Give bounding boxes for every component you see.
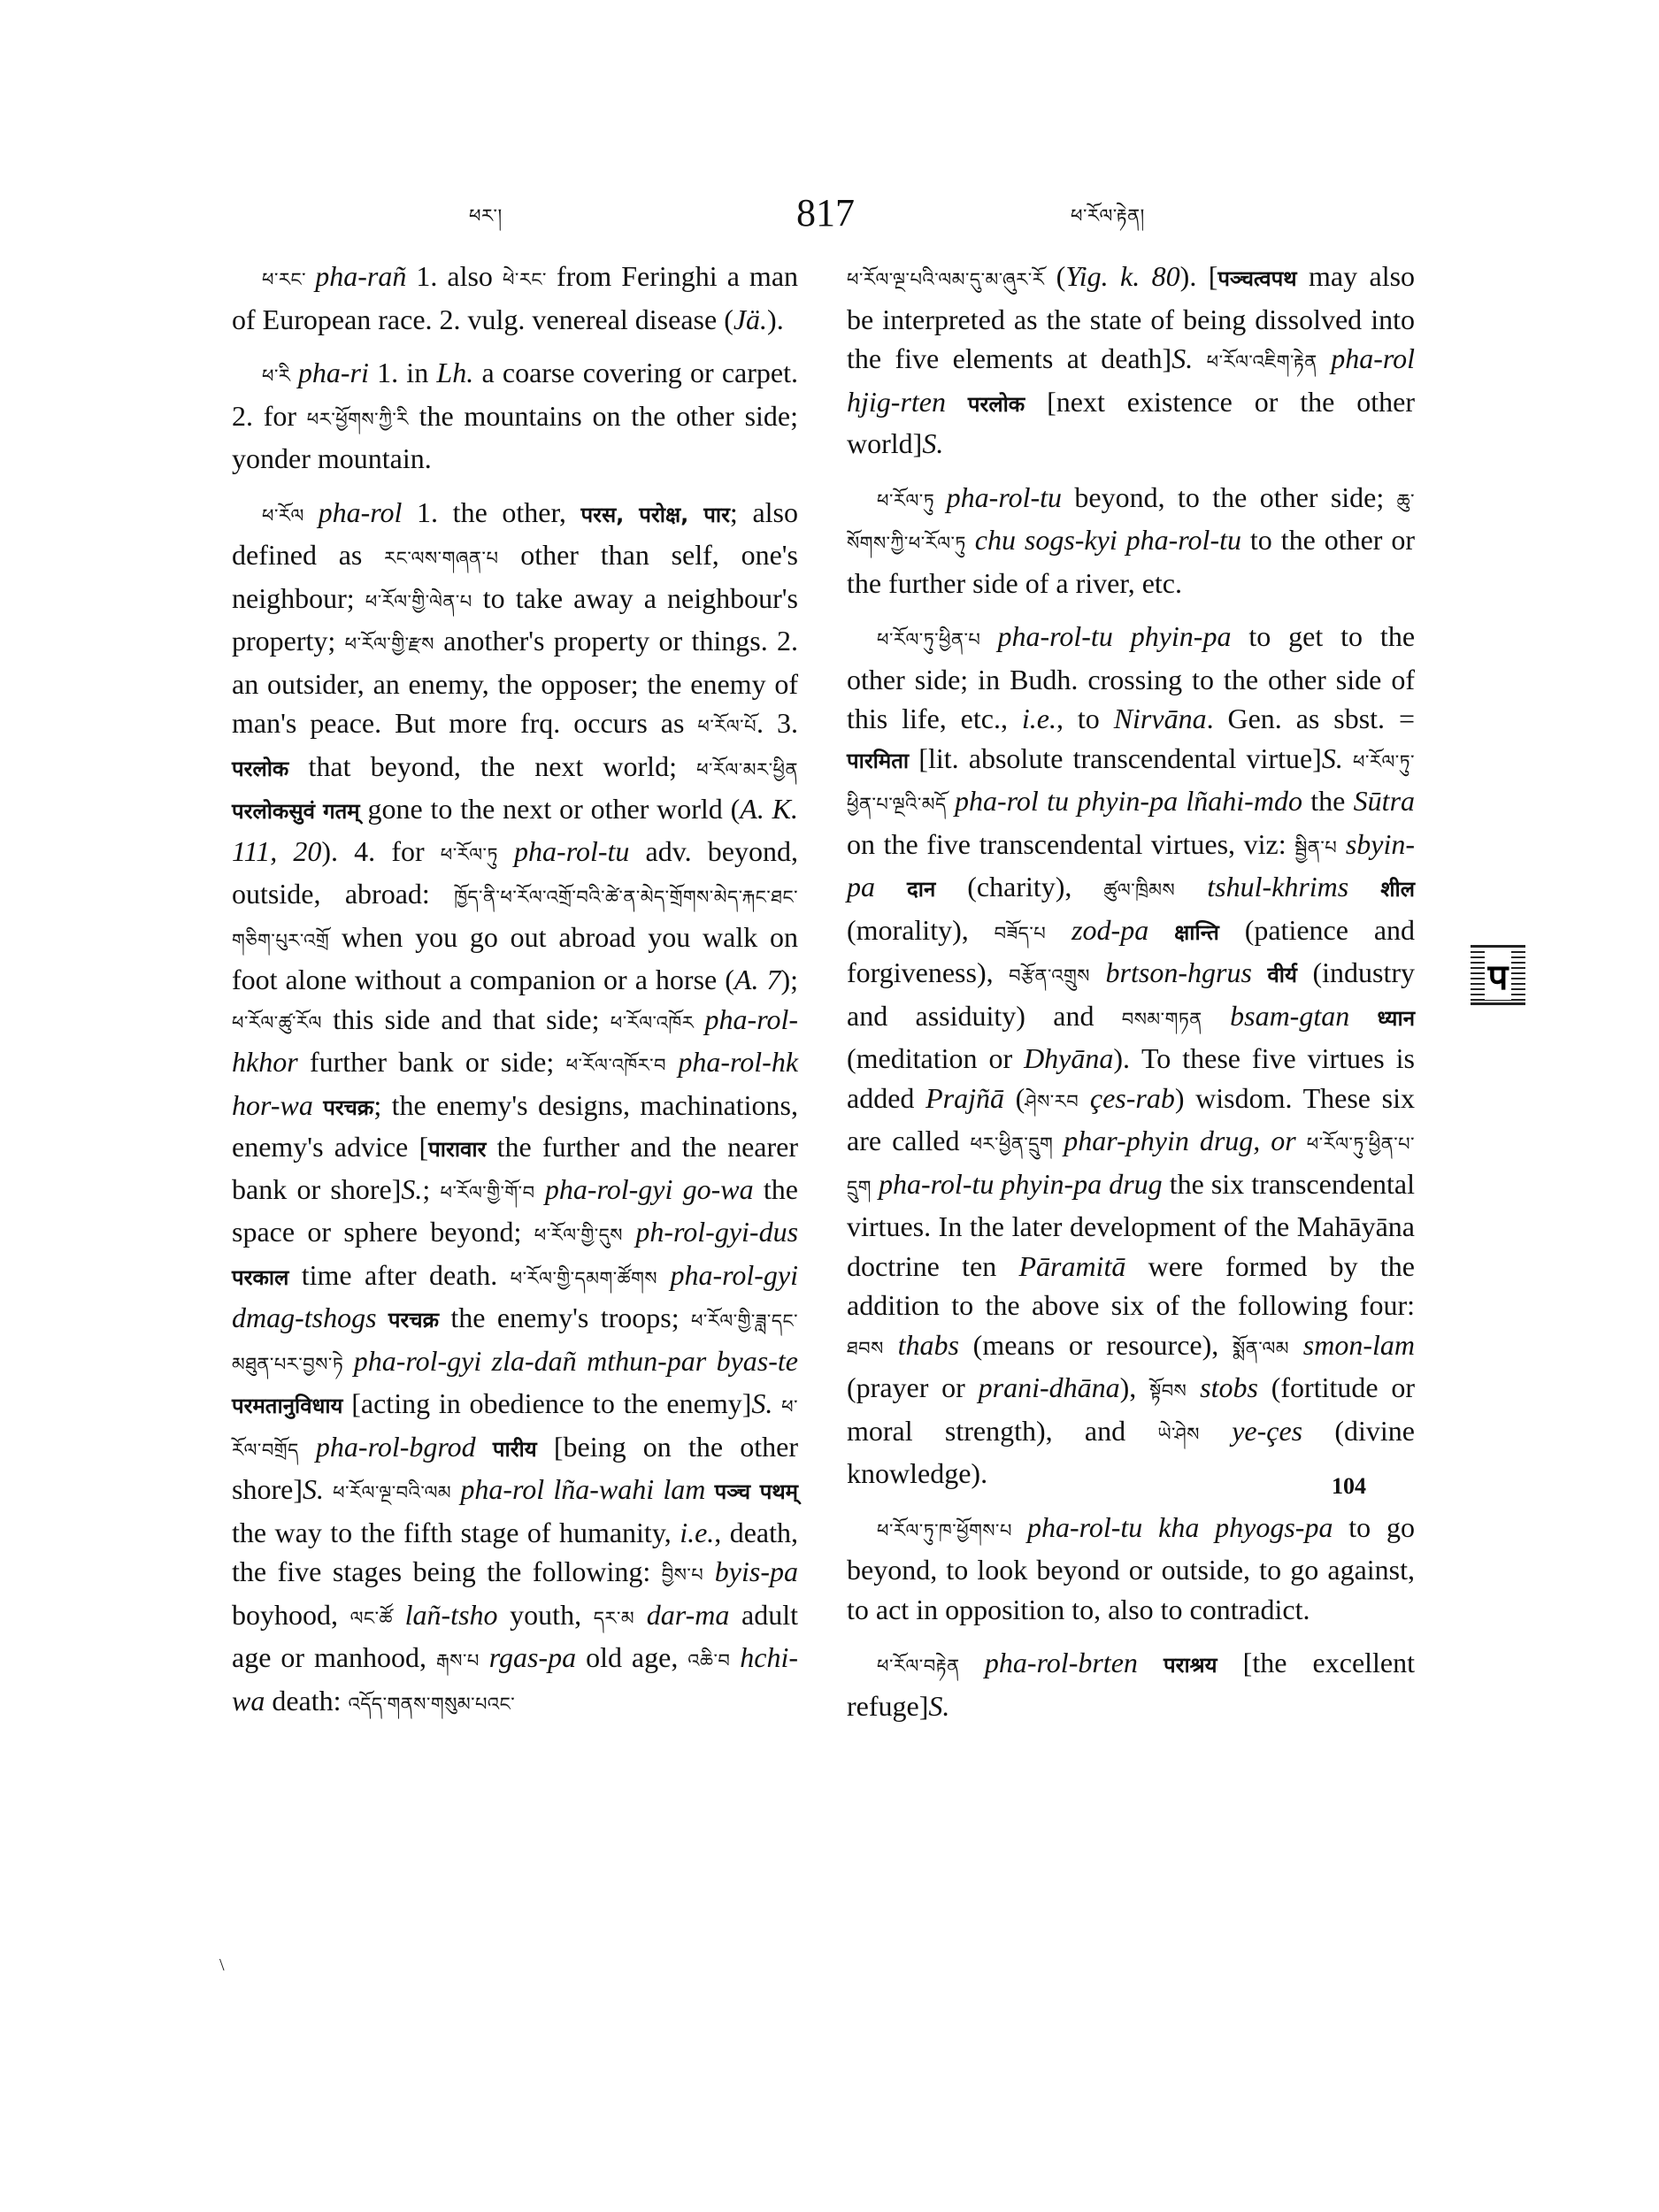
entry-text: a coarse covering or carpet. 2. for xyxy=(232,357,799,432)
entry-text xyxy=(1175,871,1207,902)
entry-text xyxy=(1349,1000,1377,1032)
dictionary-entry xyxy=(232,257,798,339)
entry-text: beyond, to the other side; xyxy=(1062,480,1397,513)
transliteration: Sūtra xyxy=(1353,785,1416,817)
entry-text: ) wisdom. These six are called xyxy=(847,1081,1416,1156)
entry-text xyxy=(703,1555,715,1587)
dictionary-entry xyxy=(847,478,1415,603)
entry-text xyxy=(884,1329,898,1361)
sanskrit-text: पञ्चत्वपथ xyxy=(1217,266,1297,291)
tibetan-text: ཕ་རོལ་གྱི་དུས xyxy=(534,1225,623,1246)
entry-text: (divine knowledge). xyxy=(847,1414,1416,1489)
transliteration: Nirvāna xyxy=(1113,703,1207,734)
sanskrit-text: परमतानुविधाय xyxy=(232,1394,343,1418)
entry-text xyxy=(535,1173,545,1205)
transliteration: pha-rol-gyi zla-dañ mthun-par byas-te xyxy=(353,1344,799,1377)
entry-text xyxy=(623,1216,635,1248)
entry-text xyxy=(694,1003,704,1035)
sanskrit-text: क्षान्ति xyxy=(1174,919,1219,945)
dictionary-entry xyxy=(847,1643,1415,1725)
transliteration: S. xyxy=(1171,342,1194,374)
entry-text: to get to the other side; in Budh. crossing to the other side of this life, etc., xyxy=(847,620,1416,734)
entry-text xyxy=(730,1641,740,1673)
entry-text xyxy=(1187,1371,1200,1403)
entry-text xyxy=(480,1641,489,1673)
transliteration: Prajñā xyxy=(926,1081,1004,1114)
entry-text xyxy=(476,1431,493,1463)
entry-text: , death, the five stages being the following: xyxy=(232,1516,799,1587)
entry-text: [next existence or the other world] xyxy=(847,385,1415,459)
sanskrit-text: परलोकसुवं गतम् xyxy=(232,799,360,824)
tibetan-text: ཕ་རོལ་འཇིག་རྟེན xyxy=(1206,351,1317,373)
sanskrit-text: परलोक xyxy=(232,756,289,781)
entry-text: (prayer or xyxy=(847,1371,979,1403)
entry-text xyxy=(634,1599,647,1631)
entry-text xyxy=(666,1046,678,1078)
entry-text: to the other or the further side of a river, etc. xyxy=(847,524,1416,599)
transliteration: Jä. xyxy=(733,303,768,335)
transliteration: ph-rol-gyi-dus xyxy=(635,1216,799,1248)
tibetan-text: ཕ་རོལ་ལྔ་བའི་ལམ xyxy=(333,1482,452,1503)
transliteration: pha-rol-hkhor xyxy=(232,1002,799,1078)
sanskrit-text: वीर्य xyxy=(1267,963,1297,987)
transliteration: S. xyxy=(1321,741,1343,774)
entry-text xyxy=(1252,956,1268,988)
transliteration: pha-rol-tu xyxy=(514,834,630,867)
entry-text: [the excellent refuge] xyxy=(847,1647,1416,1722)
entry-text: the enemy's troops; xyxy=(439,1302,691,1333)
sanskrit-text: परचक्र xyxy=(323,1094,374,1120)
entry-text: the six transcendental virtues. In the later development of the Mahāyāna doctrine ten xyxy=(847,1167,1416,1282)
entry-text xyxy=(1317,342,1331,374)
entry-text xyxy=(313,1089,323,1121)
transliteration: S. xyxy=(302,1473,324,1505)
entry-text: 1. also xyxy=(406,260,503,292)
entry-text: . Gen. as sbst. = xyxy=(1206,703,1416,734)
entry-text: were formed by the addition to the above six of the following four: xyxy=(847,1249,1415,1321)
thumb-index-letter: प xyxy=(1485,951,1512,1000)
sanskrit-text: पराश्रय xyxy=(1164,1653,1217,1678)
entry-text xyxy=(377,1302,388,1333)
transliteration: ye-çes xyxy=(1232,1414,1303,1447)
transliteration: sbyin-pa xyxy=(847,827,1416,902)
entry-text: ). To these five virtues is added xyxy=(847,1042,1416,1114)
header-right-word: ཕ་རོལ་རྟེན། xyxy=(1071,205,1145,227)
tibetan-text: ལང་ཚོ xyxy=(349,1607,393,1629)
transliteration: bsam-gtan xyxy=(1230,999,1350,1032)
tibetan-text: ཤེས་རབ xyxy=(1025,1090,1079,1112)
tibetan-text: ཕ་རོལ་ཏུ xyxy=(440,843,498,865)
transliteration: pha-rol-brten xyxy=(984,1647,1138,1678)
transliteration: A. 7 xyxy=(733,964,781,995)
tibetan-text: ཕ་རི xyxy=(262,365,298,387)
transliteration: Dhyāna xyxy=(1024,1042,1114,1074)
entry-text: ). 4. for xyxy=(321,834,441,867)
tibetan-text: ཕེ་རང་ xyxy=(502,269,547,290)
dictionary-entry xyxy=(232,353,798,479)
tibetan-text: ཕར་ཕྱིན་དྲུག xyxy=(970,1133,1054,1155)
tibetan-text: ཕ་རང་ xyxy=(262,269,316,290)
transliteration: rgas-pa xyxy=(488,1641,577,1673)
tibetan-text: དར་མ xyxy=(593,1607,635,1629)
entry-text: the way to the fifth stage of humanity, xyxy=(232,1516,680,1548)
entry-text xyxy=(343,1345,353,1377)
tibetan-text: ཕ་རོལ xyxy=(262,504,319,526)
tibetan-text: འཆི་བ xyxy=(687,1650,731,1671)
tibetan-text: ཕ་རོལ་གྱི་ཟླ་དང་མཐུན་པར་བྱས་ཏེ xyxy=(232,1310,799,1375)
tibetan-text: བརྩོན་འགྲུས xyxy=(1009,965,1090,987)
transliteration: pha-rol-gyi go-wa xyxy=(544,1172,754,1205)
entry-text: (meditation or xyxy=(847,1042,1025,1074)
entry-text: adult age or manhood, xyxy=(232,1598,798,1673)
signature-number: 104 xyxy=(1332,1473,1366,1499)
right-column xyxy=(847,257,1415,1740)
tibetan-text: ཕ་རོལ་ཏུ་ཕྱིན་པ་དྲུག xyxy=(847,1133,1416,1198)
sanskrit-text: परलोक xyxy=(967,391,1025,417)
entry-text: [being on the other shore] xyxy=(232,1430,798,1505)
entry-text: 1. in xyxy=(368,357,437,388)
tibetan-text: ཕ་རོལ་ཏུ xyxy=(877,489,947,511)
entry-text xyxy=(1348,871,1380,902)
transliteration: pha-rol xyxy=(318,495,403,528)
entry-text: that beyond, the next world; xyxy=(288,749,697,782)
tibetan-text: ཕ་རོལ་གྱི་དམག་ཚོགས xyxy=(510,1267,658,1289)
entry-text: , to xyxy=(1056,703,1114,734)
entry-text: ), xyxy=(1119,1371,1150,1403)
tibetan-text: འདོད་གནས་གསུམ་པའང་ xyxy=(348,1693,516,1715)
entry-text: (industry and assiduity) and xyxy=(847,956,1416,1032)
tibetan-text: སྦྱིན་པ xyxy=(1294,836,1338,858)
tibetan-text: བཟོད་པ xyxy=(994,922,1047,944)
dictionary-entry xyxy=(847,257,1415,464)
transliteration: Lh. xyxy=(436,357,474,388)
entry-text: the space or sphere beyond; xyxy=(232,1172,799,1248)
sanskrit-text: पारमिता xyxy=(847,748,910,773)
sanskrit-text: शील xyxy=(1380,877,1416,902)
transliteration: A. K. 111, 20 xyxy=(232,793,799,867)
entry-text: to go beyond, to look beyond or outside, to go against, to act in opposition to, also to contradict. xyxy=(847,1510,1416,1625)
tibetan-text: ཕར་ཕྱོགས་ཀྱི་རི xyxy=(306,408,409,430)
entry-text: ( xyxy=(1044,260,1066,292)
dictionary-entry xyxy=(847,1508,1415,1630)
tibetan-text: ཕ་རོལ་ཚུ་རོལ xyxy=(232,1011,322,1033)
header-left-word: ཕར་། xyxy=(469,205,503,227)
transliteration: pha-rol-tu xyxy=(946,480,1063,513)
transliteration: prani-dhāna xyxy=(978,1371,1120,1403)
entry-text: . 3. xyxy=(757,707,798,739)
entry-text xyxy=(772,1387,781,1419)
transliteration: pha-rol-tu kha phyogs-pa xyxy=(1026,1510,1333,1543)
transliteration: thabs xyxy=(897,1328,959,1361)
tibetan-text: ཕ་རོལ་ཏུ་ཕྱིན་པ་ལྔའི་མདོ xyxy=(847,750,1416,815)
entry-text: (charity), xyxy=(935,871,1104,902)
transliteration: pha-rol-bgrod xyxy=(315,1430,476,1463)
transliteration: Pāramitā xyxy=(1018,1249,1126,1282)
tibetan-text: རྒས་པ xyxy=(435,1650,480,1671)
entry-text xyxy=(1296,1125,1307,1156)
sanskrit-text: ध्यान xyxy=(1377,1005,1416,1031)
entry-text: (fortitude or moral strength), and xyxy=(847,1371,1416,1447)
tibetan-text: ཕ་རོལ་མར་ཕྱིན xyxy=(696,758,798,780)
transliteration: stobs xyxy=(1200,1371,1258,1403)
sanskrit-text: पारावार xyxy=(428,1137,487,1162)
entry-text xyxy=(1337,828,1346,860)
transliteration: Yig. k. 80 xyxy=(1065,260,1180,292)
transliteration: i.e. xyxy=(1021,703,1056,734)
entry-text: ; xyxy=(422,1172,441,1205)
tibetan-text: ཚུལ་ཁྲིམས xyxy=(1103,879,1176,901)
entry-text: ( xyxy=(1003,1081,1025,1114)
entry-text: old age, xyxy=(576,1641,688,1673)
tibetan-text: ཁྱོད་ནི་ཕ་རོལ་འགྲོ་བའི་ཚེ་ན་མེད་གྲོགས་མེད་རྐང་ཐང་གཅིག་པུར་འགྲོ xyxy=(232,887,798,951)
entry-text xyxy=(657,1259,670,1291)
entry-text xyxy=(946,386,968,418)
tibetan-text: ཕ་རོལ་ལྔ་པའི་ལམ་དུ་མ་ཞུར་རོ xyxy=(847,269,1045,290)
entry-text: [lit. absolute transcendental virtue] xyxy=(909,741,1322,774)
entry-text: may also be interpreted as the state of being dissolved into the five elements at death] xyxy=(847,260,1416,374)
entry-text: when you go out abroad you walk on foot alone without a companion or a horse ( xyxy=(232,920,798,995)
tibetan-text: ཕ་རོལ་པོ xyxy=(697,716,757,737)
tibetan-text: ཕ་རོལ་གྱི་གོ་བ xyxy=(440,1181,535,1203)
stray-mark: \ xyxy=(219,1955,225,1975)
entry-text: youth, xyxy=(497,1598,594,1631)
sanskrit-text: परस, परोक्ष, पार xyxy=(580,502,730,527)
tibetan-text: སྟོབས xyxy=(1149,1380,1187,1402)
entry-text xyxy=(872,1168,879,1200)
transliteration: pha-ri xyxy=(297,357,369,388)
entry-text: (means or resource), xyxy=(958,1328,1233,1361)
page-number: 817 xyxy=(796,191,855,234)
tibetan-text: ཕ་རོལ་ཏུ་ཁ་ཕྱོགས་པ xyxy=(877,1519,1027,1541)
entry-text xyxy=(1148,914,1174,946)
entry-text: (patience and forgiveness), xyxy=(847,913,1416,988)
transliteration: S. xyxy=(751,1387,773,1419)
entry-text: ); xyxy=(780,964,799,995)
dictionary-entry xyxy=(232,493,798,1724)
entry-text: the further and the nearer bank or shore] xyxy=(232,1131,799,1205)
transliteration: tshul-khrims xyxy=(1207,871,1349,902)
entry-text xyxy=(1090,956,1106,988)
entry-text: the xyxy=(1302,785,1354,817)
thumb-index-tab xyxy=(1471,945,1525,1005)
entry-text: on the five transcendental virtues, viz: xyxy=(847,827,1295,860)
tibetan-text: བྱིས་པ xyxy=(661,1564,704,1586)
sanskrit-text: पारीय xyxy=(492,1436,537,1462)
entry-text: adv. beyond, outside, abroad: xyxy=(232,834,799,910)
tibetan-text: ཆུ་སོགས་ཀྱི་ཕ་རོལ་ཏུ xyxy=(847,489,1416,554)
tibetan-text: ཕ་རོལ་གྱི་ལེན་པ xyxy=(365,590,472,612)
tibetan-text: ཕ་རོལ་བགྲོད xyxy=(232,1396,799,1461)
left-column xyxy=(232,257,798,1738)
entry-text: ). xyxy=(767,303,784,335)
dictionary-entry xyxy=(847,617,1415,1494)
entry-text xyxy=(324,1473,333,1505)
sanskrit-text: दान xyxy=(907,877,936,902)
entry-text xyxy=(705,1473,714,1505)
page-header xyxy=(0,190,1659,252)
transliteration: i.e. xyxy=(680,1516,715,1548)
transliteration: pha-rol hjig-rten xyxy=(847,342,1416,418)
transliteration: hchi-wa xyxy=(232,1641,799,1717)
transliteration: S. xyxy=(922,427,944,459)
entry-text xyxy=(451,1473,460,1505)
tibetan-text: ཕ་རོལ་བརྟེན xyxy=(877,1655,985,1677)
sanskrit-text: परचक्र xyxy=(388,1308,440,1333)
transliteration: pha-rol-gyi dmag-tshogs xyxy=(232,1258,799,1333)
entry-text xyxy=(875,871,907,902)
entry-text: time after death. xyxy=(288,1258,511,1291)
entry-text: further bank or side; xyxy=(297,1046,566,1078)
transliteration: zod-pa xyxy=(1071,913,1149,946)
entry-text xyxy=(1079,1082,1090,1114)
transliteration: dar-ma xyxy=(646,1598,730,1631)
entry-text: another's property or things. 2. an outsider, an enemy, the opposer; the enemy of man's peace. But more frq. occurs as xyxy=(232,625,799,739)
entry-text xyxy=(498,835,514,867)
transliteration: smon-lam xyxy=(1302,1328,1416,1361)
transliteration: pha-rol lña-wahi lam xyxy=(460,1473,706,1505)
tibetan-text: ཕ་རོལ་འཁོར་བ xyxy=(565,1055,667,1076)
entry-text xyxy=(1193,342,1206,374)
entry-text: ; the enemy's designs, machinations, enemy's advice [ xyxy=(232,1088,799,1163)
entry-text xyxy=(1200,1415,1232,1447)
entry-text: (morality), xyxy=(847,913,995,946)
transliteration: lañ-tsho xyxy=(404,1598,498,1631)
entry-text xyxy=(1138,1647,1164,1678)
entry-text xyxy=(947,785,955,817)
transliteration: pha-rol-hk hor-wa xyxy=(232,1046,799,1121)
transliteration: S. xyxy=(928,1689,950,1722)
entry-text: this side and that side; xyxy=(321,1002,611,1035)
transliteration: pha-rol tu phyin-pa lñahi-mdo xyxy=(954,785,1302,817)
entry-text xyxy=(1053,1125,1064,1156)
entry-text xyxy=(966,524,975,556)
tibetan-text: ཐབས xyxy=(847,1337,884,1359)
transliteration: çes-rab xyxy=(1089,1081,1175,1114)
sanskrit-text: परकाल xyxy=(232,1264,289,1290)
entry-text: ; also defined as xyxy=(232,495,798,571)
tibetan-text: བསམ་གཏན xyxy=(1121,1008,1202,1030)
transliteration: pha-rol-tu phyin-pa drug xyxy=(879,1167,1163,1200)
entry-text: boyhood, xyxy=(232,1598,350,1631)
entry-text: gone to the next or other world ( xyxy=(359,793,741,825)
entry-text xyxy=(393,1599,405,1631)
entry-text: death: xyxy=(265,1684,349,1717)
entry-text xyxy=(1046,914,1071,946)
transliteration: chu sogs-kyi pha-rol-tu xyxy=(974,524,1241,556)
entry-text: other than self, one's neighbour; xyxy=(232,539,799,614)
entry-text: the mountains on the other side; yonder mountain. xyxy=(232,399,799,474)
entry-text xyxy=(1289,1329,1303,1361)
entry-text xyxy=(1202,1000,1230,1032)
entry-text: [acting in obedience to the enemy] xyxy=(342,1387,752,1419)
transliteration: brtson-hgrus xyxy=(1105,956,1252,988)
entry-text: 1. the other, xyxy=(402,495,581,528)
entry-text: to take away a neighbour's property; xyxy=(232,581,799,657)
transliteration: S. xyxy=(401,1172,423,1205)
entry-text: ). [ xyxy=(1179,260,1218,292)
transliteration: pha-rol-tu phyin-pa xyxy=(997,620,1232,652)
tibetan-text: ཕ་རོལ་གྱི་རྫས xyxy=(344,634,434,655)
tibetan-text: ཕ་རོལ་ཏུ་ཕྱིན་པ xyxy=(877,629,998,650)
sanskrit-text: पञ्च पथम् xyxy=(714,1479,799,1504)
tibetan-text: སྨོན་ལམ xyxy=(1233,1337,1290,1359)
tibetan-text: རང་ལས་གཞན་པ xyxy=(384,548,499,569)
tibetan-text: ཡེ་ཤེས xyxy=(1157,1423,1200,1445)
entry-text xyxy=(1343,742,1353,774)
transliteration: phar-phyin drug, or xyxy=(1064,1125,1296,1156)
entry-text xyxy=(299,1431,316,1463)
transliteration: pha-rañ xyxy=(315,260,407,292)
entry-text: from Feringhi a man of European race. 2. vulg. venereal disease ( xyxy=(232,260,799,335)
tibetan-text: ཕ་རོལ་འཁོར xyxy=(610,1011,695,1033)
transliteration: byis-pa xyxy=(714,1555,798,1587)
